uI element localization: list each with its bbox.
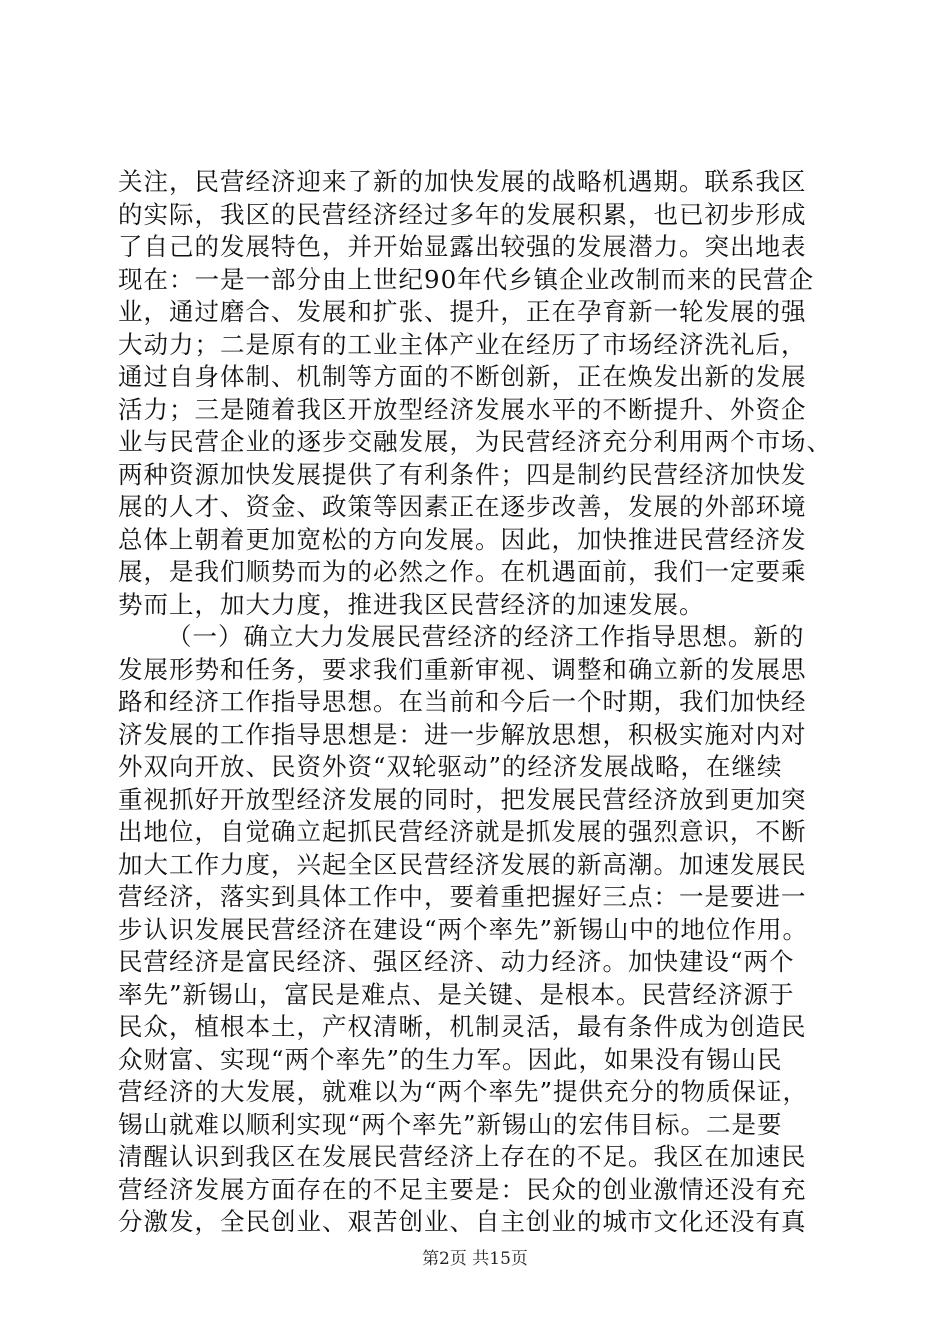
text-line: 锡山就难以顺利实现“两个率先”新锡山的宏伟目标。二是要 [118,1109,783,1139]
text-line: 重视抓好开放型经济发展的同时，把发展民营经济放到更加突 [118,784,807,814]
text-line: 民营经济是富民经济、强区经济、动力经济。加快建设“两个 [118,947,795,976]
section-heading-line: （一）确立大力发展民营经济的经济工作指导思想。新的 [167,622,805,651]
text-line: 发展形势和任务，要求我们重新审视、调整和确立新的发展思 [118,654,807,684]
text-line: 众财富、实现“两个率先”的生力军。因此，如果没有锡山民 [118,1044,783,1074]
text-line: 路和经济工作指导思想。在当前和今后一个时期，我们加快经 [118,687,807,716]
text-line: 两种资源加快发展提供了有利条件；四是制约民营经济加快发 [118,459,807,489]
text-line: 势而上，加大力度，推进我区民营经济的加速发展。 [118,589,705,619]
text-line: 展的人才、资金、政策等因素正在逐步改善，发展的外部环境 [118,492,807,521]
text-line: 总体上朝着更加宽松的方向发展。因此，加快推进民营经济发 [118,524,807,554]
text-line: 外双向开放、民资外资“双轮驱动”的经济发展战略，在继续 [118,752,783,781]
text-line: 了自己的发展特色，并开始显露出较强的发展潜力。突出地表 [118,232,807,261]
text-line: 展，是我们顺势而为的必然之作。在机遇面前，我们一定要乘 [118,557,807,586]
text-line: 民众，植根本土，产权清晰，机制灵活，最有条件成为创造民 [118,1012,807,1041]
text-line: 营经济的大发展，就难以为“两个率先”提供充分的物质保证， [118,1077,809,1106]
text-line: 营经济发展方面存在的不足主要是：民众的创业激情还没有充 [118,1174,807,1204]
text-line: 加大工作力度，兴起全区民营经济发展的新高潮。加速发展民 [118,849,807,879]
text-line: 分激发，全民创业、艰苦创业、自主创业的城市文化还没有真 [118,1207,807,1236]
text-line: 出地位，自觉确立起抓民营经济就是抓发展的强烈意识，不断 [118,817,807,846]
text-line: 通过自身体制、机制等方面的不断创新，正在焕发出新的发展 [118,362,807,391]
text-line: 清醒认识到我区在发展民营经济上存在的不足。我区在加速民 [118,1142,807,1171]
text-line: 现在：一是一部分由上世纪90年代乡镇企业改制而来的民营企 [118,264,815,294]
text-line: 关注，民营经济迎来了新的加快发展的战略机遇期。联系我区 [118,167,807,196]
text-line: 大动力；二是原有的工业主体产业在经历了市场经济洗礼后， [118,329,807,359]
text-line: 率先”新锡山，富民是难点、是关键、是根本。民营经济源于 [118,979,795,1009]
text-line: 业与民营企业的逐步交融发展，为民营经济充分利用两个市场、 [118,427,832,456]
text-line: 活力；三是随着我区开放型经济发展水平的不断提升、外资企 [118,394,807,424]
body-text [118,166,838,1239]
text-line: 业，通过磨合、发展和扩张、提升，正在孕育新一轮发展的强 [118,297,807,326]
text-line: 步认识发展民营经济在建设“两个率先”新锡山中的地位作用。 [118,914,809,944]
page-number-footer: 第2页 共15页 [422,1249,528,1269]
text-line: 济发展的工作指导思想是：进一步解放思想，积极实施对内对 [118,719,807,749]
text-line: 营经济，落实到具体工作中，要着重把握好三点：一是要进一 [118,882,807,911]
text-line: 的实际，我区的民营经济经过多年的发展积累，也已初步形成 [118,199,807,229]
